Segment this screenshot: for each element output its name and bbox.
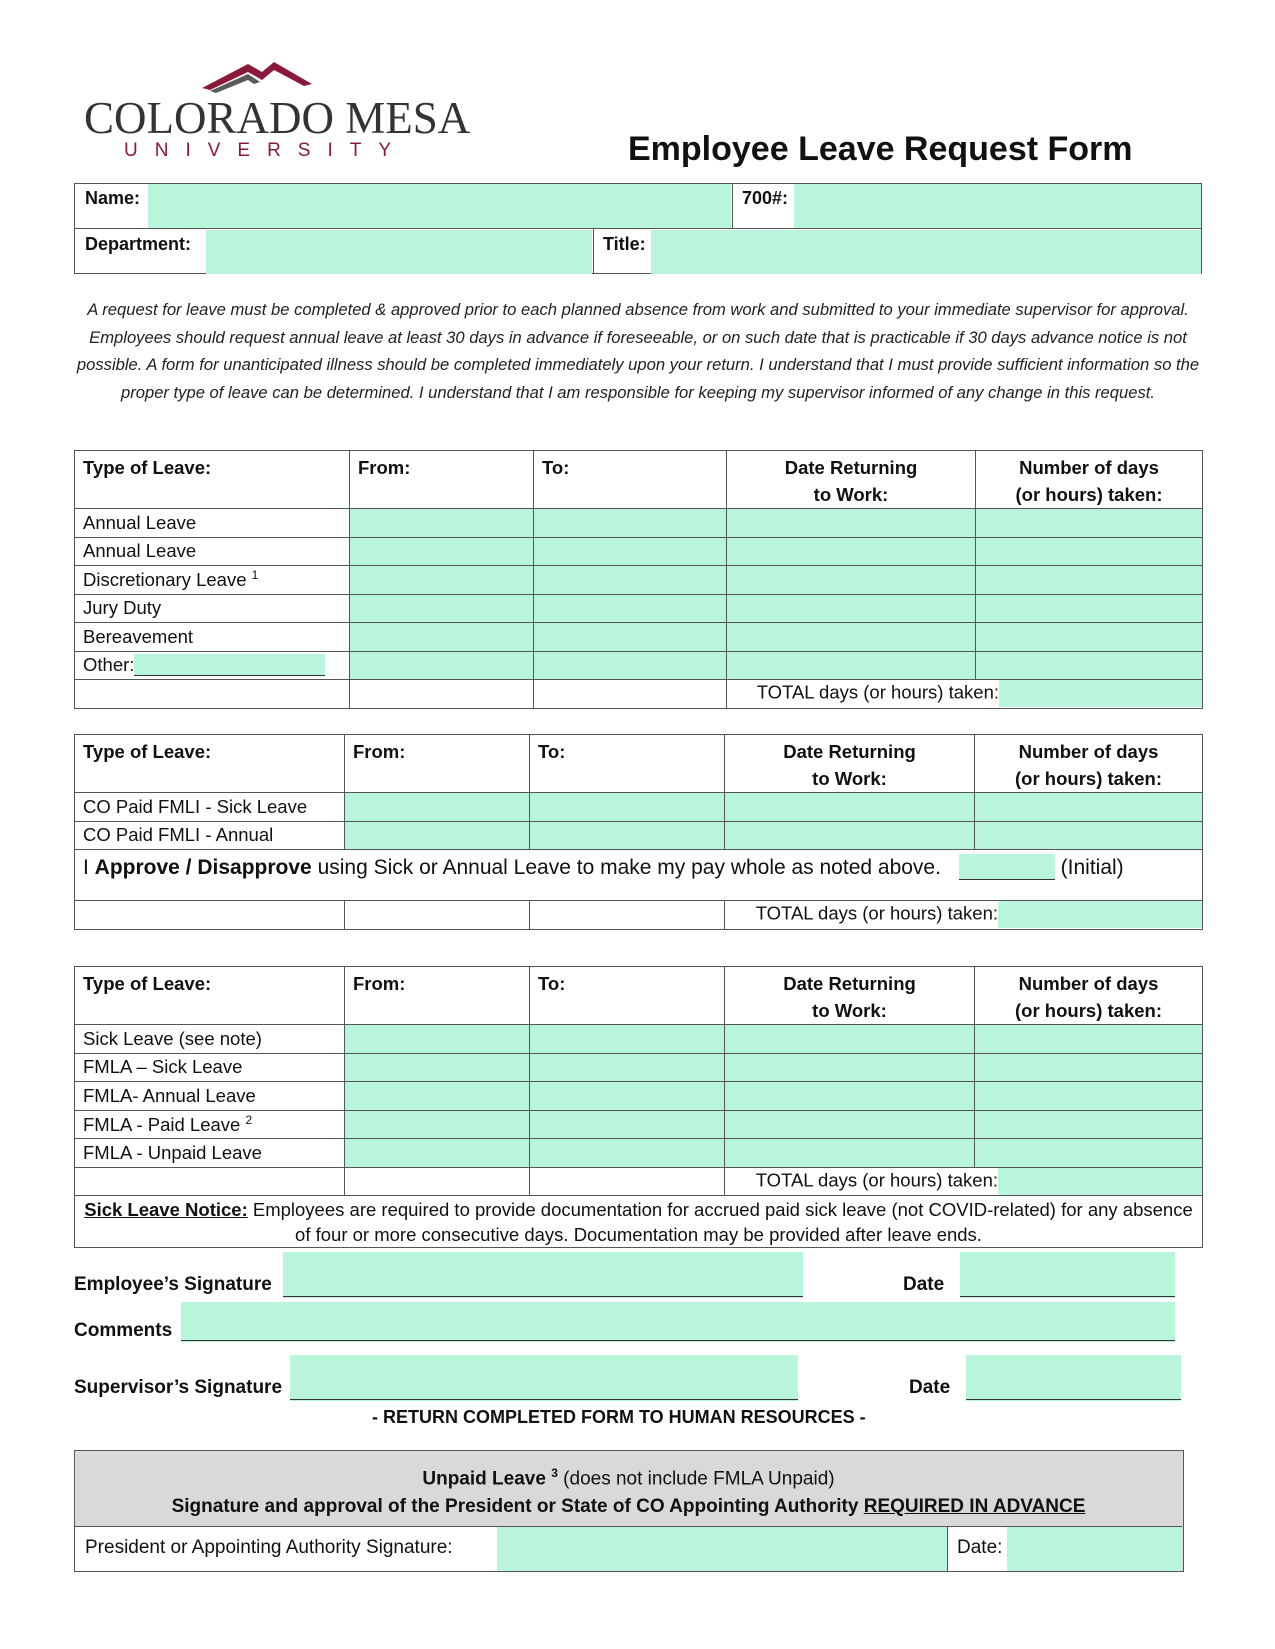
footnote-ref: 1 xyxy=(251,568,259,583)
initial-field[interactable] xyxy=(959,854,1055,880)
return-date-field[interactable] xyxy=(725,1025,975,1054)
to-field[interactable] xyxy=(530,793,725,822)
total-row xyxy=(725,901,1203,930)
from-field[interactable] xyxy=(350,623,534,652)
leave-type-label: Annual Leave xyxy=(75,537,350,566)
president-signature-field[interactable] xyxy=(497,1527,947,1571)
leave-type-label: Jury Duty xyxy=(75,594,350,623)
total-field[interactable] xyxy=(999,680,1202,707)
department-label: Department: xyxy=(85,234,192,254)
from-field[interactable] xyxy=(350,509,534,538)
to-field[interactable] xyxy=(534,623,727,652)
return-date-field[interactable] xyxy=(725,1082,975,1111)
leave-type-label: Discretionary Leave $^1$ xyxy=(75,566,350,595)
return-date-field[interactable] xyxy=(725,1110,975,1139)
col-return: Date Returning to Work: xyxy=(725,967,975,1025)
university-logo xyxy=(84,58,471,168)
employee-signature-label: Employee’s Signature xyxy=(74,1274,272,1295)
to-field[interactable] xyxy=(534,566,727,595)
col-to: To: xyxy=(534,451,727,509)
to-field[interactable] xyxy=(530,1082,725,1111)
to-field[interactable] xyxy=(534,537,727,566)
total-label: TOTAL days (or hours) taken: xyxy=(756,681,999,703)
return-date-field[interactable] xyxy=(725,793,975,822)
from-field[interactable] xyxy=(345,1110,530,1139)
col-return: Date Returning to Work: xyxy=(727,451,976,509)
from-field[interactable] xyxy=(345,821,530,850)
name-field[interactable] xyxy=(148,184,731,228)
comments-field[interactable] xyxy=(181,1302,1175,1342)
col-from: From: xyxy=(345,735,530,793)
days-field[interactable] xyxy=(975,1110,1203,1139)
return-date-field[interactable] xyxy=(727,651,976,680)
leave-type-label: FMLA – Sick Leave xyxy=(75,1053,345,1082)
employee-date-field[interactable] xyxy=(960,1252,1175,1298)
days-field[interactable] xyxy=(975,821,1203,850)
col-type: Type of Leave: xyxy=(75,735,345,793)
from-field[interactable] xyxy=(350,566,534,595)
president-date-label: Date: xyxy=(957,1537,1003,1558)
logo-subtitle: UNIVERSITY xyxy=(124,140,409,161)
leave-type-label: CO Paid FMLI - Sick Leave xyxy=(75,793,345,822)
id-field[interactable] xyxy=(794,184,1201,228)
footnote-ref: 2 xyxy=(245,1112,253,1127)
total-field[interactable] xyxy=(998,1168,1202,1195)
to-field[interactable] xyxy=(530,821,725,850)
total-label: TOTAL days (or hours) taken: xyxy=(755,902,998,924)
total-row xyxy=(725,1167,1203,1196)
col-to: To: xyxy=(530,967,725,1025)
president-date-field[interactable] xyxy=(1007,1527,1182,1571)
total-row xyxy=(727,680,1203,709)
col-type: Type of Leave: xyxy=(75,451,350,509)
days-field[interactable] xyxy=(975,1053,1203,1082)
logo-name: COLORADO MESA xyxy=(84,93,471,143)
col-return: Date Returning to Work: xyxy=(725,735,975,793)
return-date-field[interactable] xyxy=(727,623,976,652)
col-days: Number of days (or hours) taken: xyxy=(976,451,1203,509)
sick-leave-notice: Sick Leave Notice: Employees are required to provide documentation for accrued paid sick leave (not COVID-related) for any absence of four or more consecutive days. Documentation may be provided after leave ends. xyxy=(75,1196,1203,1248)
leave-type-label: FMLA - Unpaid Leave xyxy=(75,1139,345,1168)
from-field[interactable] xyxy=(350,594,534,623)
days-field[interactable] xyxy=(976,594,1203,623)
leave-type-label: Bereavement xyxy=(75,623,350,652)
approve-disapprove-choice[interactable]: Approve / Disapprove xyxy=(94,856,312,879)
leave-type-label: Annual Leave xyxy=(75,509,350,538)
from-field[interactable] xyxy=(350,651,534,680)
col-from: From: xyxy=(350,451,534,509)
days-field[interactable] xyxy=(976,509,1203,538)
days-field[interactable] xyxy=(976,537,1203,566)
days-field[interactable] xyxy=(976,566,1203,595)
other-row-label: Other: xyxy=(75,651,350,680)
return-notice: - RETURN COMPLETED FORM TO HUMAN RESOURCES - xyxy=(372,1407,866,1427)
total-label: TOTAL days (or hours) taken: xyxy=(755,1169,998,1191)
col-type: Type of Leave: xyxy=(75,967,345,1025)
return-date-field[interactable] xyxy=(727,537,976,566)
from-field[interactable] xyxy=(345,1025,530,1054)
approve-row: I Approve / Disapprove using Sick or Annual Leave to make my pay whole as noted above. (Initial) xyxy=(75,850,1203,901)
to-field[interactable] xyxy=(530,1053,725,1082)
days-field[interactable] xyxy=(976,651,1203,680)
leave-table-fmli xyxy=(74,734,1203,930)
col-days: Number of days (or hours) taken: xyxy=(975,967,1203,1025)
to-field[interactable] xyxy=(530,1139,725,1168)
to-field[interactable] xyxy=(534,651,727,680)
unpaid-leave-box xyxy=(74,1450,1184,1572)
from-field[interactable] xyxy=(345,1082,530,1111)
return-date-field[interactable] xyxy=(727,594,976,623)
col-days: Number of days (or hours) taken: xyxy=(975,735,1203,793)
supervisor-signature-field[interactable] xyxy=(290,1355,798,1401)
return-date-field[interactable] xyxy=(725,1139,975,1168)
to-field[interactable] xyxy=(534,509,727,538)
from-field[interactable] xyxy=(345,1139,530,1168)
days-field[interactable] xyxy=(975,1082,1203,1111)
id-label: 700#: xyxy=(742,188,789,208)
return-date-field[interactable] xyxy=(727,566,976,595)
name-label: Name: xyxy=(85,188,141,208)
return-date-field[interactable] xyxy=(725,1053,975,1082)
days-field[interactable] xyxy=(976,623,1203,652)
supervisor-date-label: Date xyxy=(909,1377,951,1398)
intro-paragraph: A request for leave must be completed & approved prior to each planned absence from work and submitted to your immediate supervisor for approval. Employees should request annual leave at least 30 days in advance if foreseeable, or on such date that is practicable if 30 days advance notice is not possible. A form for unanticipated illness should be completed immediately upon your return. I understand that I must provide sufficient information so the proper type of leave can be determined. I understand that I am responsible for keeping my supervisor informed of any change in this request. xyxy=(76,300,1200,402)
employee-signature-field[interactable] xyxy=(283,1252,803,1298)
to-field[interactable] xyxy=(534,594,727,623)
supervisor-signature-label: Supervisor’s Signature xyxy=(74,1377,283,1398)
notice-title: Sick Leave Notice: xyxy=(84,1198,248,1220)
unpaid-heading: Unpaid Leave $^3$ (does not include FMLA Unpaid) Signature and approval of the President or State of CO Appointing Authority REQUIRED IN ADVANCE xyxy=(171,1466,1086,1518)
initial-label: (Initial) xyxy=(1060,856,1124,879)
days-field[interactable] xyxy=(975,1139,1203,1168)
total-field[interactable] xyxy=(998,901,1202,928)
employee-info-box xyxy=(74,183,1202,274)
days-field[interactable] xyxy=(975,793,1203,822)
col-to: To: xyxy=(530,735,725,793)
return-date-field[interactable] xyxy=(725,821,975,850)
leave-table-sick-fmla xyxy=(74,966,1203,1248)
from-field[interactable] xyxy=(350,537,534,566)
roof-logo-icon xyxy=(200,58,320,94)
to-field[interactable] xyxy=(530,1025,725,1054)
leave-type-label: Sick Leave (see note) xyxy=(75,1025,345,1054)
page-title: Employee Leave Request Form xyxy=(628,130,1133,168)
from-field[interactable] xyxy=(345,793,530,822)
president-signature-label: President or Appointing Authority Signature: xyxy=(85,1537,453,1558)
department-field[interactable] xyxy=(206,230,592,274)
title-label: Title: xyxy=(603,234,646,254)
col-from: From: xyxy=(345,967,530,1025)
days-field[interactable] xyxy=(975,1025,1203,1054)
leave-type-label: FMLA - Paid Leave $^2$ xyxy=(75,1110,345,1139)
to-field[interactable] xyxy=(530,1110,725,1139)
leave-type-label: FMLA- Annual Leave xyxy=(75,1082,345,1111)
other-field[interactable] xyxy=(134,654,325,676)
employee-date-label: Date xyxy=(903,1274,945,1295)
leave-type-label: CO Paid FMLI - Annual xyxy=(75,821,345,850)
title-field[interactable] xyxy=(651,230,1201,274)
return-date-field[interactable] xyxy=(727,509,976,538)
supervisor-date-field[interactable] xyxy=(966,1355,1181,1401)
from-field[interactable] xyxy=(345,1053,530,1082)
required-in-advance: REQUIRED IN ADVANCE xyxy=(863,1496,1086,1518)
comments-label: Comments xyxy=(74,1320,173,1341)
leave-table-annual xyxy=(74,450,1203,709)
